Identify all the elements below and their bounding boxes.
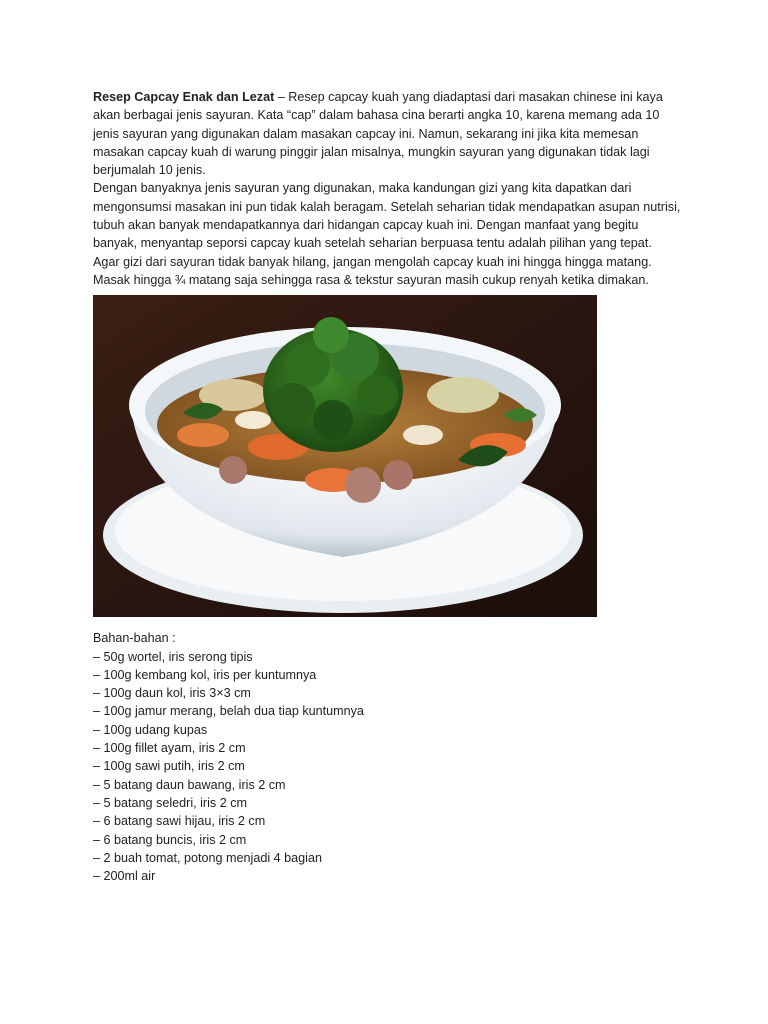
ingredient-item: – 100g kembang kol, iris per kuntumnya [93,667,317,682]
ingredient-item: – 5 batang daun bawang, iris 2 cm [93,777,286,792]
ingredient-item: – 100g udang kupas [93,722,208,737]
ingredients-list [93,648,683,886]
ingredient-item: – 100g daun kol, iris 3×3 cm [93,686,251,701]
ingredients-title: Bahan-bahan : [93,631,176,646]
ingredient-item: – 5 batang seledri, iris 2 cm [93,795,247,810]
paragraph-cooking-tip: Agar gizi dari sayuran tidak banyak hilang, jangan mengolah capcay kuah ini hingga hingga matang. Masak hingga ¾ matang saja sehingga rasa & tekstur sayuran masih cukup renyah ketika dimakan. [93,254,652,287]
intro-text: – Resep capcay kuah yang diadaptasi dari masakan chinese ini kaya akan berbagai jenis sayuran. Kata “cap” dalam bahasa cina berarti angka 10, karena memang ada 10 jenis sayuran yang digunakan dalam masakan capcay ini. Namun, sekarang ini jika kita memesan masakan capcay kuah di warung pinggir jalan misalnya, mungkin sayuran yang digunakan tidak lagi berjumalah 10 jenis. [93,90,663,178]
ingredient-item: – 2 buah tomat, potong menjadi 4 bagian [93,850,322,865]
ingredient-item: – 100g jamur merang, belah dua tiap kuntumnya [93,704,364,719]
ingredient-item: – 200ml air [93,869,156,884]
ingredient-item: – 6 batang buncis, iris 2 cm [93,832,247,847]
paragraph-nutrition: Dengan banyaknya jenis sayuran yang digunakan, maka kandungan gizi yang kita dapatkan dari mengonsumsi masakan ini pun tidak kalah beragam. Setelah seharian tidak mendapatkan asupan nutrisi, tubuh akan banyak mendapatkannya dari hidangan capcay kuah ini. Dengan manfaat yang begitu banyak, menyantap seporsi capcay kuah setelah seharian berpuasa tentu adalah pilihan yang tepat. [93,181,681,251]
article [93,88,683,885]
ingredient-item: – 6 batang sawi hijau, iris 2 cm [93,814,266,829]
ingredient-item: – 100g sawi putih, iris 2 cm [93,759,245,774]
ingredient-item: – 100g fillet ayam, iris 2 cm [93,741,246,756]
intro-paragraph [93,88,683,179]
ingredient-item: – 50g wortel, iris serong tipis [93,649,253,664]
capcay-photo [93,295,597,617]
intro-title: Resep Capcay Enak dan Lezat [93,90,275,104]
